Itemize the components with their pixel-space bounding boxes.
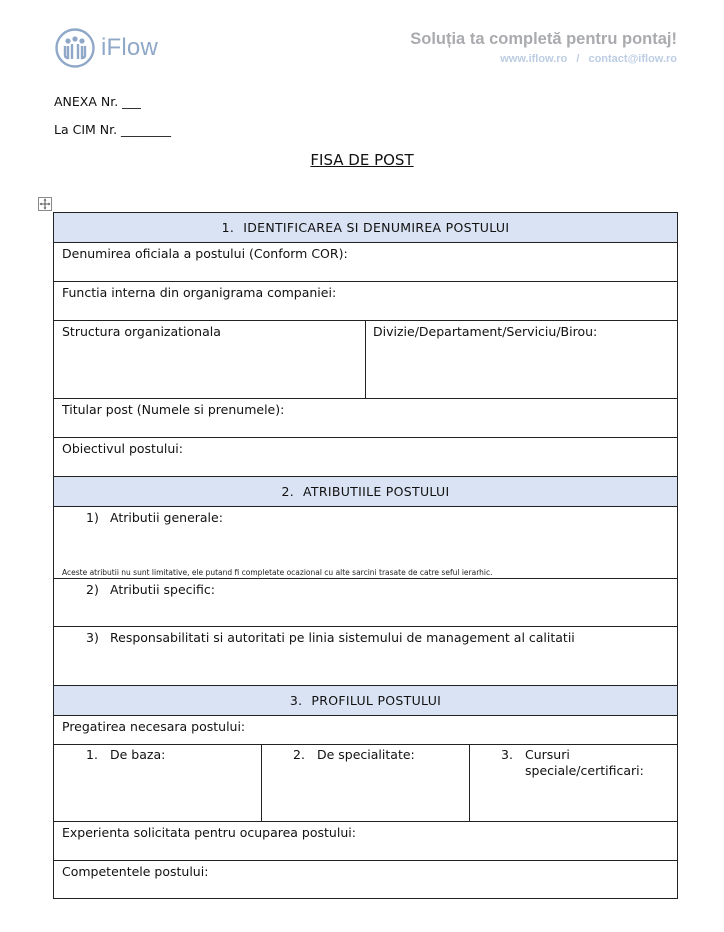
list-number: 2) (86, 582, 99, 597)
contact-separator: / (576, 53, 580, 65)
field-label: Competentele postului: (62, 864, 209, 879)
section-title: ATRIBUTIILE POSTULUI (303, 484, 450, 499)
field-titular-post[interactable] (54, 399, 677, 438)
row-pregatire-columns (54, 745, 677, 822)
section-number: 2. (281, 484, 295, 499)
field-pregatirea-necesara[interactable] (54, 716, 677, 745)
field-atributii-specific[interactable] (54, 579, 677, 627)
brand-name: iFlow (101, 34, 159, 61)
list-label: Responsabilitati si autoritati pe linia sistemului de management al calitatii (110, 630, 575, 645)
list-number: 2. (293, 747, 305, 762)
field-label: Denumirea oficiala a postului (Conform COR): (62, 246, 348, 261)
field-de-specialitate[interactable] (293, 747, 415, 763)
list-label: Atributii generale: (110, 510, 223, 525)
list-number: 3. (501, 747, 513, 762)
field-competentele-postului[interactable] (54, 861, 677, 898)
section-header-identificare (54, 213, 677, 243)
field-label: Titular post (Numele si prenumele): (62, 402, 285, 417)
section-header-atributii (54, 477, 677, 507)
list-item (86, 630, 575, 645)
job-description-form (53, 212, 678, 899)
website-link[interactable]: www.iflow.ro (500, 53, 568, 65)
list-label: Atributii specific: (110, 582, 215, 597)
row-structura-divizie (54, 321, 677, 399)
document-title: FISA DE POST (310, 151, 414, 169)
tagline-text: Soluția ta completă pentru pontaj! (410, 30, 677, 48)
field-structura-organizationala[interactable]: Structura organizationala (62, 324, 221, 339)
column-divider (365, 321, 366, 398)
field-responsabilitati-calitate[interactable] (54, 627, 677, 686)
iflow-logo-icon (55, 28, 95, 68)
field-label: Pregatirea necesara postului: (62, 719, 246, 734)
column-divider (261, 745, 262, 821)
list-label: Cursuri speciale/certificari: (525, 747, 644, 778)
field-cursuri-certificari[interactable] (501, 747, 661, 779)
list-number: 1. (86, 747, 98, 762)
atributii-note: Aceste atributii nu sunt limitative, ele putand fi completate ocazional cu alte sarcini trasate de catre seful ierarhic. (62, 568, 493, 577)
brand-logo (55, 27, 158, 69)
field-label: Functia interna din organigrama companiei: (62, 285, 337, 300)
column-divider (469, 745, 470, 821)
field-divizie-departament[interactable]: Divizie/Departament/Serviciu/Birou: (373, 324, 598, 339)
section-title: PROFILUL POSTULUI (311, 693, 442, 708)
field-de-baza[interactable] (86, 747, 165, 763)
field-experienta-solicitata[interactable] (54, 822, 677, 861)
cim-line: La CIM Nr. ________ (54, 122, 172, 137)
section-header-profil (54, 686, 677, 716)
email-link[interactable]: contact@iflow.ro (588, 53, 677, 65)
field-label: Obiectivul postului: (62, 441, 183, 456)
list-number: 3) (86, 630, 99, 645)
section-number: 1. (221, 220, 235, 235)
field-atributii-generale[interactable] (54, 507, 677, 579)
section-number: 3. (289, 693, 303, 708)
list-item (86, 510, 223, 525)
field-denumire-oficiala[interactable] (54, 243, 677, 282)
anexa-line: ANEXA Nr. ___ (54, 94, 141, 109)
list-item (86, 582, 215, 597)
header-tagline (410, 30, 677, 65)
list-number: 1) (86, 510, 99, 525)
list-label: De specialitate: (317, 747, 415, 762)
field-label: Experienta solicitata pentru ocuparea postului: (62, 825, 356, 840)
list-label: De baza: (110, 747, 166, 762)
table-move-handle-icon (39, 198, 51, 210)
contact-line (410, 53, 677, 65)
table-move-handle[interactable] (38, 197, 52, 211)
section-title: IDENTIFICAREA SI DENUMIREA POSTULUI (243, 220, 510, 235)
field-functia-interna[interactable] (54, 282, 677, 321)
field-obiectivul-postului[interactable] (54, 438, 677, 477)
